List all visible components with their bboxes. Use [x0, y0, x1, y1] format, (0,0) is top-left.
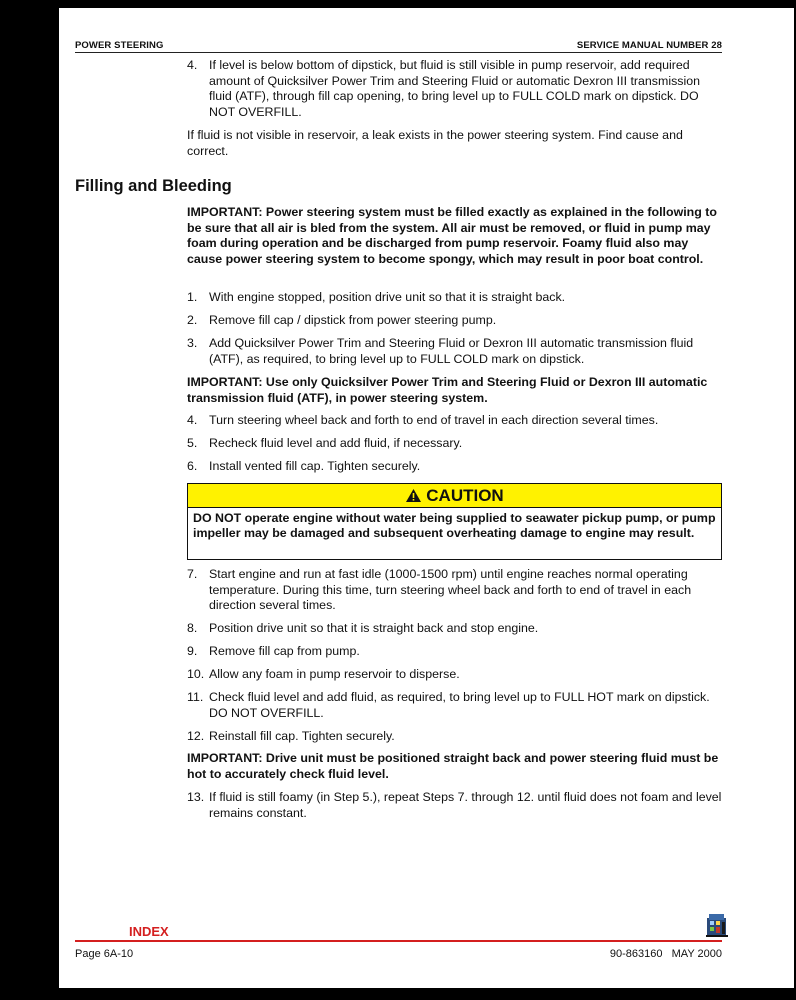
leak-note: If fluid is not visible in reservoir, a leak exists in the power steering system. Find cause and correct.	[187, 128, 683, 158]
footer-rule	[75, 940, 722, 942]
step-number: 9.	[187, 644, 198, 658]
header-rule	[75, 52, 722, 53]
step-11	[187, 690, 722, 721]
index-link[interactable]: INDEX	[129, 924, 169, 939]
step-10	[187, 667, 722, 683]
step-number: 13.	[187, 790, 205, 804]
step-number: 8.	[187, 621, 198, 635]
step-number: 2.	[187, 313, 198, 327]
step-13	[187, 790, 722, 821]
step-text: Install vented fill cap. Tighten securely.	[209, 459, 421, 473]
book-logo-icon[interactable]	[705, 912, 729, 938]
step-text: Check fluid level and add fluid, as required, to bring level up to FULL HOT mark on dipstick. DO NOT OVERFILL.	[209, 690, 710, 720]
running-header-left: POWER STEERING	[75, 40, 164, 51]
step-text: If fluid is still foamy (in Step 5.), repeat Steps 7. through 12. until fluid does not foam and level remains constant.	[209, 790, 722, 820]
caution-header	[188, 484, 721, 508]
step-number: 6.	[187, 459, 198, 473]
step-5	[187, 436, 722, 452]
important-note-3: IMPORTANT: Drive unit must be positioned straight back and power steering fluid must be hot to accurately check fluid level.	[187, 751, 719, 781]
step-6	[187, 459, 722, 475]
caution-box	[187, 483, 722, 560]
step-number: 1.	[187, 290, 198, 304]
step-number: 3.	[187, 336, 198, 350]
step-12	[187, 729, 722, 745]
caution-title: CAUTION	[426, 485, 504, 505]
step-text: Turn steering wheel back and forth to end of travel in each direction several times.	[209, 413, 659, 427]
running-header-right: SERVICE MANUAL NUMBER 28	[576, 40, 722, 51]
step-3	[187, 336, 722, 367]
page-number: Page 6A-10	[75, 948, 134, 960]
step-text: Start engine and run at fast idle (1000-1500 rpm) until engine reaches normal operating temperature. During this time, turn steering wheel back and forth to end of travel in each direction several times.	[209, 567, 692, 612]
intro-step-4	[187, 58, 722, 120]
step-number: 12.	[187, 729, 205, 743]
step-text: Remove fill cap from pump.	[209, 644, 360, 658]
step-text: Remove fill cap / dipstick from power steering pump.	[209, 313, 497, 327]
step-number: 5.	[187, 436, 198, 450]
document-page	[59, 8, 794, 988]
step-number: 11.	[187, 690, 204, 704]
step-text: Reinstall fill cap. Tighten securely.	[209, 729, 395, 743]
step-8	[187, 621, 722, 637]
important-note-2: IMPORTANT: Use only Quicksilver Power Trim and Steering Fluid or Dexron III automatic transmission fluid (ATF), in power steering system.	[187, 375, 708, 405]
step-text: Position drive unit so that it is straight back and stop engine.	[209, 621, 539, 635]
step-text: Add Quicksilver Power Trim and Steering Fluid or Dexron III automatic transmission fluid (ATF), as required, to bring level up to FULL COLD mark on dipstick.	[209, 336, 694, 366]
step-number: 4.	[187, 413, 198, 427]
step-text: Recheck fluid level and add fluid, if necessary.	[209, 436, 463, 450]
step-number: 10.	[187, 667, 205, 681]
step-9	[187, 644, 722, 660]
step-text: If level is below bottom of dipstick, but fluid is still visible in pump reservoir, add required amount of Quicksilver Power Trim and Steering Fluid or automatic Dexron III transmission fluid (ATF), through fill cap opening, to bring level up to FULL COLD mark on dipstick. DO NOT OVERFILL.	[209, 58, 700, 119]
caution-text: DO NOT operate engine without water being supplied to seawater pickup pump, or pump impeller may be damaged and subsequent overheating damage to engine may result.	[193, 511, 716, 540]
important-note-1: IMPORTANT: Power steering system must be filled exactly as explained in the following to be sure that all air is bled from the system. All air must be removed, or fluid in pump may foam during operation and be discharged from pump reservoir. Foamy fluid also may cause power steering system to become spongy, which may result in poor boat control.	[187, 205, 717, 266]
step-4	[187, 413, 722, 429]
step-number: 7.	[187, 567, 198, 581]
step-text: Allow any foam in pump reservoir to disperse.	[209, 667, 460, 681]
document-id: 90-863160 MAY 2000	[609, 948, 722, 960]
step-number: 4.	[187, 58, 198, 72]
step-text: With engine stopped, position drive unit so that it is straight back.	[209, 290, 566, 304]
step-1	[187, 290, 722, 306]
warning-triangle-icon	[405, 488, 422, 503]
step-7	[187, 567, 722, 614]
section-title: Filling and Bleeding	[75, 177, 232, 195]
step-2	[187, 313, 722, 329]
